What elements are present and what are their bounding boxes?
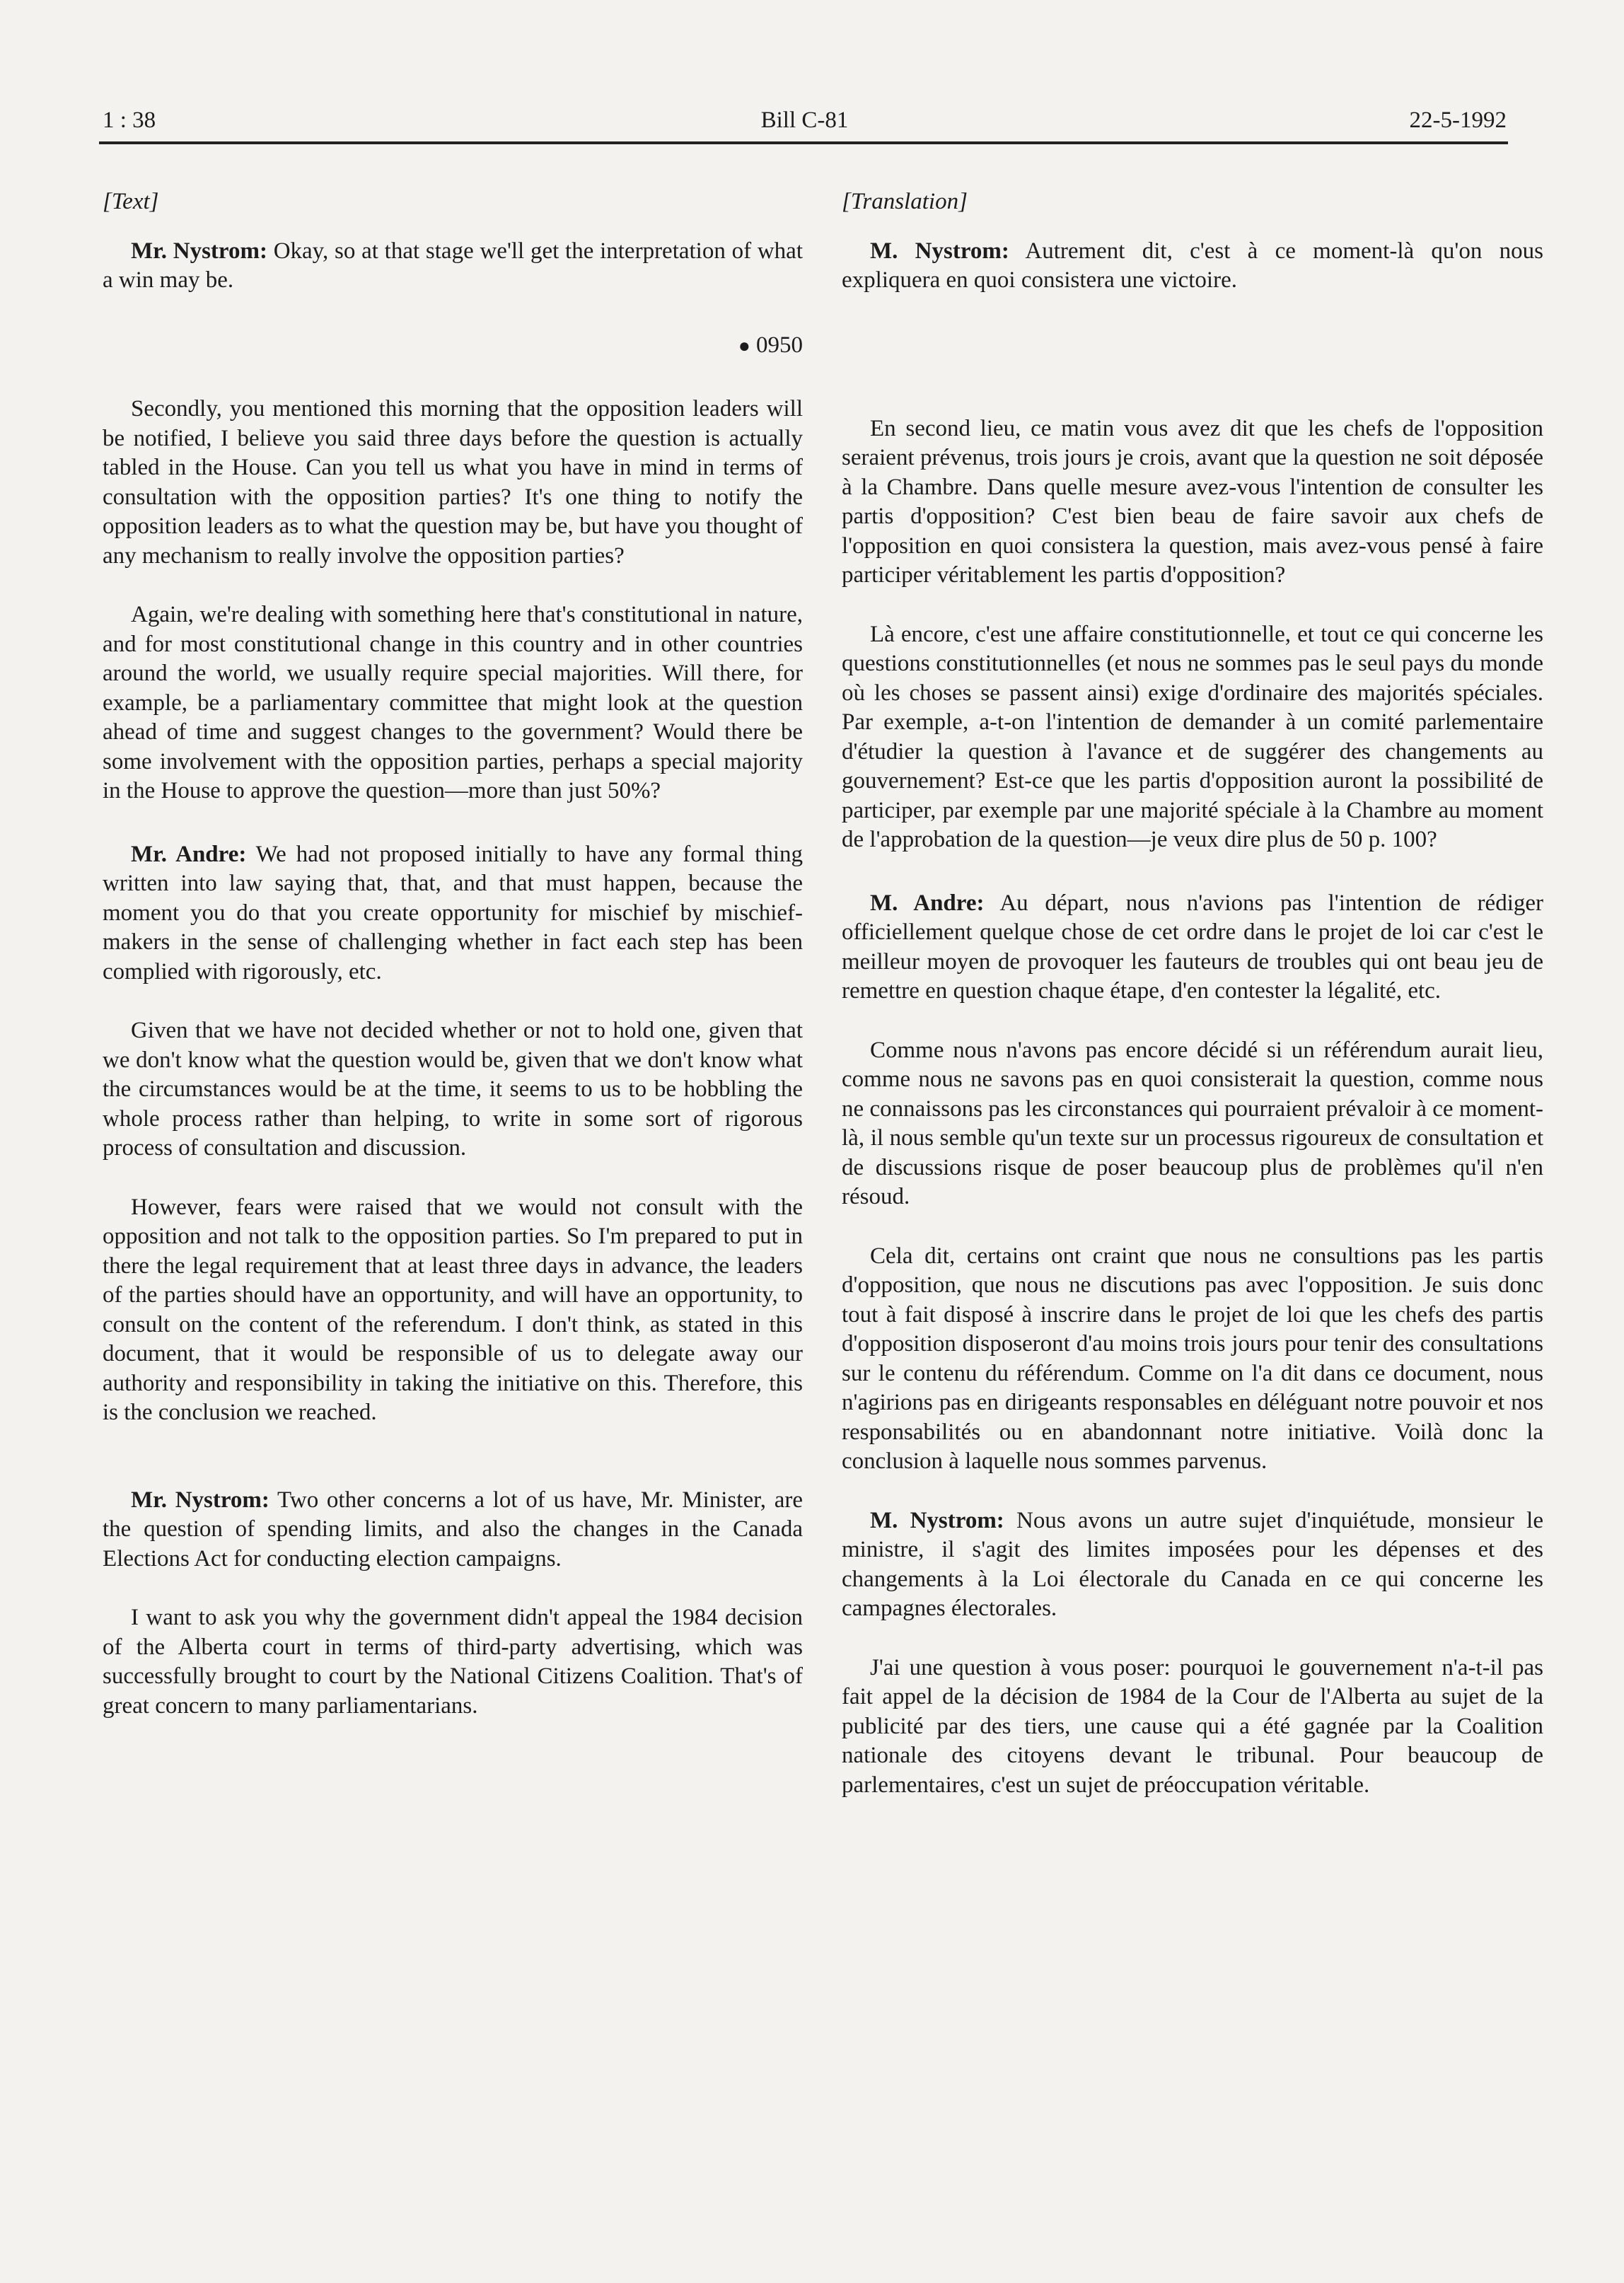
french-column <box>842 187 1543 1800</box>
paragraph <box>103 237 803 296</box>
paragraph <box>842 889 1543 1006</box>
paragraph-text: J'ai une question à vous poser: pourquoi le gouvernement n'a-t-il pas fait appel de la décision de 1984 de la Cour de l'Alberta au sujet de la publicité par des tiers, une cause qui a été gagnée par la Coalition nationale des citoyens devant le tribunal. Pour beaucoup de parlementaires, c'est un sujet de préoccupation véritable. <box>842 1654 1543 1798</box>
paragraph-text: We had not proposed initially to have any formal thing written into law saying that, that, and that must happen, because the moment you do that you create opportunity for mischief by mischief-makers in the sense of challenging whether in fact each step has been complied with rigorously, etc. <box>103 841 803 984</box>
speaker-name: Mr. Nystrom: <box>131 238 267 264</box>
paragraph <box>103 1486 803 1574</box>
column-label-text: [Text] <box>103 189 159 214</box>
paragraph <box>103 395 803 571</box>
paragraph <box>103 1603 803 1721</box>
timecode-value: 0950 <box>756 332 803 358</box>
page-header <box>103 108 1507 143</box>
paragraph-text: En second lieu, ce matin vous avez dit que les chefs de l'opposition seraient prévenus, trois jours je crois, avant que la question ne soit déposée à la Chambre. Dans quelle mesure avez-vous l'intention de consulter les partis d'opposition? C'est bien beau de faire savoir aux chefs de l'opposition en quoi consistera la question, mais avez-vous pensé à faire participer véritablement les partis d'opposition? <box>842 415 1543 588</box>
paragraph-text: Okay, so at that stage we'll get the interpretation of what a win may be. <box>103 238 803 293</box>
paragraph <box>842 414 1543 591</box>
bullet-icon: ● <box>738 335 750 357</box>
document-title: Bill C-81 <box>760 108 849 133</box>
sitting-date: 22-5-1992 <box>1409 108 1507 133</box>
speaker-name: M. Nystrom: <box>870 1507 1004 1533</box>
paragraph <box>103 840 803 987</box>
speaker-name: M. Andre: <box>870 890 985 916</box>
paragraph <box>842 1506 1543 1624</box>
speaker-name: Mr. Andre: <box>131 841 247 867</box>
speaker-name: M. Nystrom: <box>870 238 1009 264</box>
paragraph-text: Autrement dit, c'est à ce moment-là qu'on nous expliquera en quoi consistera une victoire. <box>842 238 1544 293</box>
paragraph-text: I want to ask you why the government didn't appeal the 1984 decision of the Alberta court in terms of third-party advertising, which was successfully brought to court by the National Citizens Coalition. That's of great concern to many parliamentarians. <box>103 1605 803 1719</box>
paragraph-text: Given that we have not decided whether or not to hold one, given that we don't know what the question would be, given that we don't know what the circumstances would be at the time, it seems to us to be hobbling the whole process rather than helping, to write in some sort of rigorous process of consultation and discussion. <box>103 1018 803 1161</box>
paragraph <box>103 600 803 806</box>
timecode <box>103 331 803 361</box>
paragraph <box>842 1036 1543 1212</box>
paragraph-text: Là encore, c'est une affaire constitutionnelle, et tout ce qui concerne les questions constitutionnelles (et nous ne sommes pas le seul pays du monde où les choses se passent ainsi) exige d'ordinaire des majorités spéciales. Par exemple, a-t-on l'intention de demander à un comité parlementaire d'étudier la question à l'avance et de suggérer des changements au gouvernement? Est-ce que les partis d'opposition auront la possibilité de participer, par exemple par une majorité spéciale à la Chambre au moment de l'approbation de la question—je veux dire plus de 50 p. 100? <box>842 621 1543 852</box>
paragraph-text: Au départ, nous n'avions pas l'intention de rédiger officiellement quelque chose de cet ordre dans le projet de loi car c'est le meilleur moyen de provoquer les fauteurs de troubles qui ont beau jeu de remettre en question chaque étape, d'en contester la légalité, etc. <box>842 890 1544 1004</box>
paragraph-text: Comme nous n'avons pas encore décidé si un référendum aurait lieu, comme nous ne savons pas en quoi consisterait la question, comme nous ne connaissons pas les circonstances qui pourraient prévaloir à ce moment-là, il nous semble qu'un texte sur un processus rigoureux de consultation et de discussions risque de poser beaucoup plus de problèmes qu'il n'en résoud. <box>842 1037 1543 1209</box>
english-column <box>103 187 803 1721</box>
paragraph <box>842 237 1543 296</box>
paragraph <box>103 1193 803 1428</box>
paragraph-text: Secondly, you mentioned this morning that the opposition leaders will be notified, I believe you said three days before the question is actually tabled in the House. Can you tell us what you have in mind in terms of consultation with the opposition parties? It's one thing to notify the opposition leaders as to what the question may be, but have you thought of any mechanism to really involve the opposition parties? <box>103 396 803 569</box>
paragraph-text: Nous avons un autre sujet d'inquiétude, monsieur le ministre, il s'agit des limites imposées pour les dépenses et des changements à la Loi électorale du Canada en ce qui concerne les campagnes électorales. <box>842 1507 1543 1621</box>
paragraph-text: Again, we're dealing with something here that's constitutional in nature, and for most constitutional change in this country and in other countries around the world, we usually require special majorities. Will there, for example, be a parliamentary committee that might look at the question ahead of time and suggest changes to the government? Would there be some involvement with the opposition parties, perhaps a special majority in the House to approve the question—more than just 50%? <box>103 602 803 803</box>
paragraph <box>842 1242 1543 1477</box>
paragraph-text: However, fears were raised that we would not consult with the opposition and not talk to the opposition parties. So I'm prepared to put in there the legal requirement that at least three days in advance, the leaders of the parties should have an opportunity, and will have an opportunity, to consult on the content of the referendum. I don't think, as stated in this document, that it would be responsible of us to delegate away our authority and responsibility in taking the initiative on this. Therefore, this is the conclusion we reached. <box>103 1194 803 1425</box>
paragraph <box>842 1654 1543 1801</box>
speaker-name: Mr. Nystrom: <box>131 1487 269 1513</box>
page-number: 1 : 38 <box>103 108 156 133</box>
paragraph <box>842 620 1543 855</box>
paragraph-text: Cela dit, certains ont craint que nous ne consultions pas les partis d'opposition, que nous ne discutions pas avec l'opposition. Je suis donc tout à fait disposé à inscrire dans le projet de loi que les chefs des partis d'opposition disposeront d'au moins trois jours pour tenir des consultations sur le contenu du référendum. Comme on l'a dit dans ce document, nous n'agirions pas en dirigeants responsables en déléguant notre pouvoir et nos responsabilités ou en abandonnant notre initiative. Voilà donc la conclusion à laquelle nous sommes parvenus. <box>842 1243 1543 1474</box>
paragraph <box>103 1016 803 1163</box>
paragraph-text: Two other concerns a lot of us have, Mr. Minister, are the question of spending limits, and also the changes in the Canada Elections Act for conducting election campaigns. <box>103 1487 803 1572</box>
column-label-translation: [Translation] <box>842 189 968 214</box>
header-rule <box>99 141 1508 144</box>
